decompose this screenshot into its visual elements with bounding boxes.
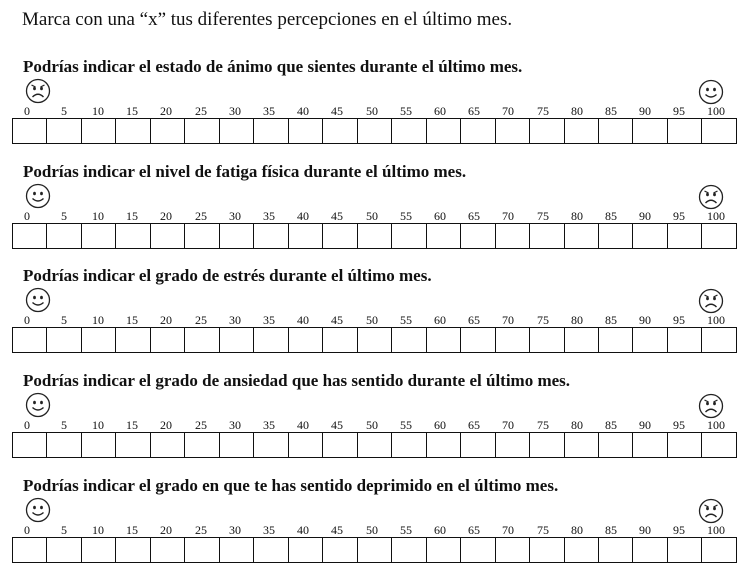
rating-boxes xyxy=(12,327,737,353)
scale-tick-label: 80 xyxy=(571,104,583,118)
scale-tick-label: 40 xyxy=(297,523,309,537)
happy-face-icon xyxy=(24,182,52,210)
rating-checkbox[interactable] xyxy=(151,538,185,562)
rating-checkbox[interactable] xyxy=(47,328,81,352)
scale-tick-label: 25 xyxy=(195,313,207,327)
rating-checkbox[interactable] xyxy=(185,433,219,457)
question-3 xyxy=(0,266,752,371)
rating-checkbox[interactable] xyxy=(289,433,323,457)
scale-tick-label: 0 xyxy=(24,523,30,537)
scale-tick-label: 60 xyxy=(434,104,446,118)
rating-checkbox[interactable] xyxy=(496,538,530,562)
happy-face-icon xyxy=(24,391,52,419)
rating-checkbox[interactable] xyxy=(323,119,357,143)
scale-tick-label: 75 xyxy=(537,523,549,537)
rating-checkbox[interactable] xyxy=(702,119,735,143)
rating-checkbox[interactable] xyxy=(47,538,81,562)
rating-checkbox[interactable] xyxy=(289,224,323,248)
scale-tick-label: 40 xyxy=(297,418,309,432)
scale-tick-labels xyxy=(0,104,752,118)
scale-tick-label: 20 xyxy=(160,313,172,327)
rating-checkbox[interactable] xyxy=(358,433,392,457)
scale-tick-label: 50 xyxy=(366,523,378,537)
rating-checkbox[interactable] xyxy=(633,538,667,562)
rating-checkbox[interactable] xyxy=(254,328,288,352)
happy-face-icon xyxy=(697,78,725,106)
rating-checkbox[interactable] xyxy=(565,328,599,352)
question-title: Podrías indicar el grado de ansiedad que has sentido durante el último mes. xyxy=(23,371,571,390)
scale-tick-label: 45 xyxy=(331,209,343,223)
scale-tick-label: 15 xyxy=(126,523,138,537)
rating-checkbox[interactable] xyxy=(220,433,254,457)
rating-checkbox[interactable] xyxy=(702,328,735,352)
scale-tick-label: 0 xyxy=(24,209,30,223)
scale-tick-labels xyxy=(0,209,752,223)
rating-checkbox[interactable] xyxy=(82,328,116,352)
rating-checkbox[interactable] xyxy=(668,119,702,143)
scale-tick-label: 50 xyxy=(366,313,378,327)
scale-tick-label: 80 xyxy=(571,209,583,223)
rating-checkbox[interactable] xyxy=(461,119,495,143)
rating-checkbox[interactable] xyxy=(358,224,392,248)
rating-checkbox[interactable] xyxy=(702,538,735,562)
rating-checkbox[interactable] xyxy=(151,119,185,143)
scale-tick-label: 10 xyxy=(92,313,104,327)
scale-tick-label: 100 xyxy=(707,523,725,537)
scale-tick-label: 0 xyxy=(24,418,30,432)
rating-checkbox[interactable] xyxy=(427,328,461,352)
scale-tick-label: 70 xyxy=(502,104,514,118)
rating-checkbox[interactable] xyxy=(427,224,461,248)
rating-checkbox[interactable] xyxy=(496,224,530,248)
rating-checkbox[interactable] xyxy=(496,433,530,457)
scale-tick-label: 15 xyxy=(126,313,138,327)
question-4 xyxy=(0,371,752,476)
happy-face-icon xyxy=(24,286,52,314)
scale-tick-label: 100 xyxy=(707,209,725,223)
scale-tick-label: 25 xyxy=(195,104,207,118)
sad-face-icon xyxy=(697,392,725,420)
rating-checkbox[interactable] xyxy=(565,538,599,562)
rating-checkbox[interactable] xyxy=(461,538,495,562)
scale-tick-label: 55 xyxy=(400,209,412,223)
scale-tick-label: 30 xyxy=(229,209,241,223)
rating-boxes xyxy=(12,537,737,563)
rating-checkbox[interactable] xyxy=(151,433,185,457)
rating-checkbox[interactable] xyxy=(116,538,150,562)
scale-tick-label: 75 xyxy=(537,209,549,223)
rating-checkbox[interactable] xyxy=(220,119,254,143)
scale-tick-label: 30 xyxy=(229,104,241,118)
rating-checkbox[interactable] xyxy=(358,538,392,562)
rating-checkbox[interactable] xyxy=(358,119,392,143)
scale-tick-label: 55 xyxy=(400,104,412,118)
rating-checkbox[interactable] xyxy=(496,328,530,352)
rating-checkbox[interactable] xyxy=(530,538,564,562)
rating-checkbox[interactable] xyxy=(668,433,702,457)
scale-tick-label: 10 xyxy=(92,523,104,537)
question-1 xyxy=(0,57,752,162)
scale-tick-label: 50 xyxy=(366,418,378,432)
scale-tick-label: 40 xyxy=(297,209,309,223)
scale-tick-label: 35 xyxy=(263,104,275,118)
scale-tick-labels xyxy=(0,523,752,537)
scale-tick-label: 40 xyxy=(297,104,309,118)
rating-checkbox[interactable] xyxy=(13,119,47,143)
scale-tick-label: 80 xyxy=(571,313,583,327)
rating-checkbox[interactable] xyxy=(323,538,357,562)
scale-tick-label: 25 xyxy=(195,523,207,537)
scale-tick-label: 5 xyxy=(61,104,67,118)
rating-checkbox[interactable] xyxy=(530,224,564,248)
scale-tick-label: 30 xyxy=(229,523,241,537)
scale-tick-label: 5 xyxy=(61,209,67,223)
scale-tick-label: 35 xyxy=(263,523,275,537)
scale-tick-label: 85 xyxy=(605,523,617,537)
rating-checkbox[interactable] xyxy=(427,433,461,457)
scale-tick-label: 95 xyxy=(673,104,685,118)
scale-tick-label: 85 xyxy=(605,418,617,432)
scale-tick-label: 45 xyxy=(331,313,343,327)
scale-tick-label: 85 xyxy=(605,209,617,223)
scale-tick-label: 0 xyxy=(24,104,30,118)
scale-tick-label: 50 xyxy=(366,104,378,118)
rating-checkbox[interactable] xyxy=(47,224,81,248)
rating-checkbox[interactable] xyxy=(13,433,47,457)
scale-tick-label: 70 xyxy=(502,418,514,432)
rating-checkbox[interactable] xyxy=(392,328,426,352)
scale-tick-labels xyxy=(0,313,752,327)
scale-tick-label: 90 xyxy=(639,104,651,118)
rating-checkbox[interactable] xyxy=(461,224,495,248)
sad-face-icon xyxy=(697,183,725,211)
rating-checkbox[interactable] xyxy=(599,119,633,143)
scale-tick-label: 15 xyxy=(126,418,138,432)
scale-tick-label: 75 xyxy=(537,418,549,432)
scale-tick-label: 10 xyxy=(92,209,104,223)
rating-checkbox[interactable] xyxy=(151,328,185,352)
scale-tick-label: 90 xyxy=(639,313,651,327)
rating-checkbox[interactable] xyxy=(633,224,667,248)
scale-tick-label: 90 xyxy=(639,209,651,223)
scale-tick-label: 55 xyxy=(400,313,412,327)
scale-tick-label: 95 xyxy=(673,313,685,327)
scale-tick-label: 45 xyxy=(331,523,343,537)
happy-face-icon xyxy=(24,496,52,524)
rating-checkbox[interactable] xyxy=(254,224,288,248)
scale-tick-label: 20 xyxy=(160,418,172,432)
scale-tick-label: 35 xyxy=(263,313,275,327)
scale-tick-label: 65 xyxy=(468,104,480,118)
scale-tick-label: 25 xyxy=(195,209,207,223)
scale-tick-label: 10 xyxy=(92,418,104,432)
scale-tick-labels xyxy=(0,418,752,432)
scale-tick-label: 10 xyxy=(92,104,104,118)
rating-checkbox[interactable] xyxy=(392,433,426,457)
scale-tick-label: 20 xyxy=(160,523,172,537)
rating-checkbox[interactable] xyxy=(702,224,735,248)
rating-checkbox[interactable] xyxy=(116,433,150,457)
rating-checkbox[interactable] xyxy=(13,328,47,352)
rating-checkbox[interactable] xyxy=(461,433,495,457)
scale-tick-label: 65 xyxy=(468,209,480,223)
scale-tick-label: 90 xyxy=(639,418,651,432)
rating-checkbox[interactable] xyxy=(220,224,254,248)
rating-checkbox[interactable] xyxy=(530,119,564,143)
sad-face-icon xyxy=(24,77,52,105)
rating-checkbox[interactable] xyxy=(668,224,702,248)
scale-tick-label: 100 xyxy=(707,418,725,432)
rating-checkbox[interactable] xyxy=(185,224,219,248)
instruction-text: Marca con una “x” tus diferentes percepciones en el último mes. xyxy=(22,9,513,30)
rating-checkbox[interactable] xyxy=(668,538,702,562)
rating-checkbox[interactable] xyxy=(427,538,461,562)
scale-tick-label: 45 xyxy=(331,104,343,118)
rating-checkbox[interactable] xyxy=(323,328,357,352)
scale-tick-label: 55 xyxy=(400,523,412,537)
question-title: Podrías indicar el estado de ánimo que sientes durante el último mes. xyxy=(23,57,523,76)
scale-tick-label: 15 xyxy=(126,209,138,223)
rating-checkbox[interactable] xyxy=(185,119,219,143)
rating-checkbox[interactable] xyxy=(392,119,426,143)
rating-checkbox[interactable] xyxy=(358,328,392,352)
scale-tick-label: 75 xyxy=(537,104,549,118)
rating-boxes xyxy=(12,118,737,144)
scale-tick-label: 20 xyxy=(160,209,172,223)
rating-checkbox[interactable] xyxy=(185,538,219,562)
rating-checkbox[interactable] xyxy=(82,538,116,562)
rating-checkbox[interactable] xyxy=(633,328,667,352)
scale-tick-label: 95 xyxy=(673,209,685,223)
rating-checkbox[interactable] xyxy=(254,119,288,143)
rating-checkbox[interactable] xyxy=(47,119,81,143)
scale-tick-label: 5 xyxy=(61,418,67,432)
rating-checkbox[interactable] xyxy=(82,433,116,457)
rating-checkbox[interactable] xyxy=(47,433,81,457)
rating-checkbox[interactable] xyxy=(254,538,288,562)
scale-tick-label: 65 xyxy=(468,313,480,327)
rating-checkbox[interactable] xyxy=(323,224,357,248)
scale-tick-label: 60 xyxy=(434,313,446,327)
rating-boxes xyxy=(12,223,737,249)
scale-tick-label: 55 xyxy=(400,418,412,432)
scale-tick-label: 60 xyxy=(434,523,446,537)
rating-checkbox[interactable] xyxy=(565,119,599,143)
rating-checkbox[interactable] xyxy=(151,224,185,248)
scale-tick-label: 35 xyxy=(263,418,275,432)
rating-checkbox[interactable] xyxy=(392,538,426,562)
scale-tick-label: 25 xyxy=(195,418,207,432)
scale-tick-label: 60 xyxy=(434,209,446,223)
scale-tick-label: 80 xyxy=(571,418,583,432)
rating-checkbox[interactable] xyxy=(289,119,323,143)
scale-tick-label: 35 xyxy=(263,209,275,223)
scale-tick-label: 5 xyxy=(61,313,67,327)
sad-face-icon xyxy=(697,497,725,525)
rating-checkbox[interactable] xyxy=(461,328,495,352)
scale-tick-label: 50 xyxy=(366,209,378,223)
rating-checkbox[interactable] xyxy=(633,433,667,457)
scale-tick-label: 0 xyxy=(24,313,30,327)
scale-tick-label: 45 xyxy=(331,418,343,432)
rating-checkbox[interactable] xyxy=(220,328,254,352)
scale-tick-label: 60 xyxy=(434,418,446,432)
question-2 xyxy=(0,162,752,267)
rating-checkbox[interactable] xyxy=(116,328,150,352)
scale-tick-label: 70 xyxy=(502,209,514,223)
scale-tick-label: 40 xyxy=(297,313,309,327)
question-title: Podrías indicar el grado de estrés durante el último mes. xyxy=(23,266,432,285)
scale-tick-label: 85 xyxy=(605,313,617,327)
scale-tick-label: 90 xyxy=(639,523,651,537)
scale-tick-label: 65 xyxy=(468,418,480,432)
rating-checkbox[interactable] xyxy=(185,328,219,352)
rating-checkbox[interactable] xyxy=(702,433,735,457)
rating-checkbox[interactable] xyxy=(116,224,150,248)
question-title: Podrías indicar el grado en que te has sentido deprimido en el último mes. xyxy=(23,476,559,495)
rating-checkbox[interactable] xyxy=(599,433,633,457)
rating-checkbox[interactable] xyxy=(289,538,323,562)
rating-checkbox[interactable] xyxy=(599,224,633,248)
rating-checkbox[interactable] xyxy=(530,328,564,352)
scale-tick-label: 75 xyxy=(537,313,549,327)
rating-checkbox[interactable] xyxy=(220,538,254,562)
scale-tick-label: 95 xyxy=(673,523,685,537)
rating-checkbox[interactable] xyxy=(633,119,667,143)
scale-tick-label: 15 xyxy=(126,104,138,118)
scale-tick-label: 30 xyxy=(229,418,241,432)
question-5 xyxy=(0,476,752,581)
rating-checkbox[interactable] xyxy=(599,538,633,562)
question-title: Podrías indicar el nivel de fatiga física durante el último mes. xyxy=(23,162,467,181)
rating-checkbox[interactable] xyxy=(82,224,116,248)
rating-checkbox[interactable] xyxy=(13,224,47,248)
scale-tick-label: 30 xyxy=(229,313,241,327)
scale-tick-label: 100 xyxy=(707,104,725,118)
scale-tick-label: 100 xyxy=(707,313,725,327)
rating-checkbox[interactable] xyxy=(116,119,150,143)
scale-tick-label: 70 xyxy=(502,523,514,537)
rating-checkbox[interactable] xyxy=(565,224,599,248)
rating-checkbox[interactable] xyxy=(599,328,633,352)
scale-tick-label: 80 xyxy=(571,523,583,537)
scale-tick-label: 5 xyxy=(61,523,67,537)
rating-checkbox[interactable] xyxy=(530,433,564,457)
rating-checkbox[interactable] xyxy=(323,433,357,457)
rating-checkbox[interactable] xyxy=(13,538,47,562)
scale-tick-label: 85 xyxy=(605,104,617,118)
rating-checkbox[interactable] xyxy=(565,433,599,457)
scale-tick-label: 95 xyxy=(673,418,685,432)
rating-checkbox[interactable] xyxy=(289,328,323,352)
rating-checkbox[interactable] xyxy=(427,119,461,143)
sad-face-icon xyxy=(697,287,725,315)
scale-tick-label: 70 xyxy=(502,313,514,327)
rating-checkbox[interactable] xyxy=(668,328,702,352)
scale-tick-label: 20 xyxy=(160,104,172,118)
rating-boxes xyxy=(12,432,737,458)
scale-tick-label: 65 xyxy=(468,523,480,537)
rating-checkbox[interactable] xyxy=(496,119,530,143)
rating-checkbox[interactable] xyxy=(254,433,288,457)
rating-checkbox[interactable] xyxy=(392,224,426,248)
rating-checkbox[interactable] xyxy=(82,119,116,143)
